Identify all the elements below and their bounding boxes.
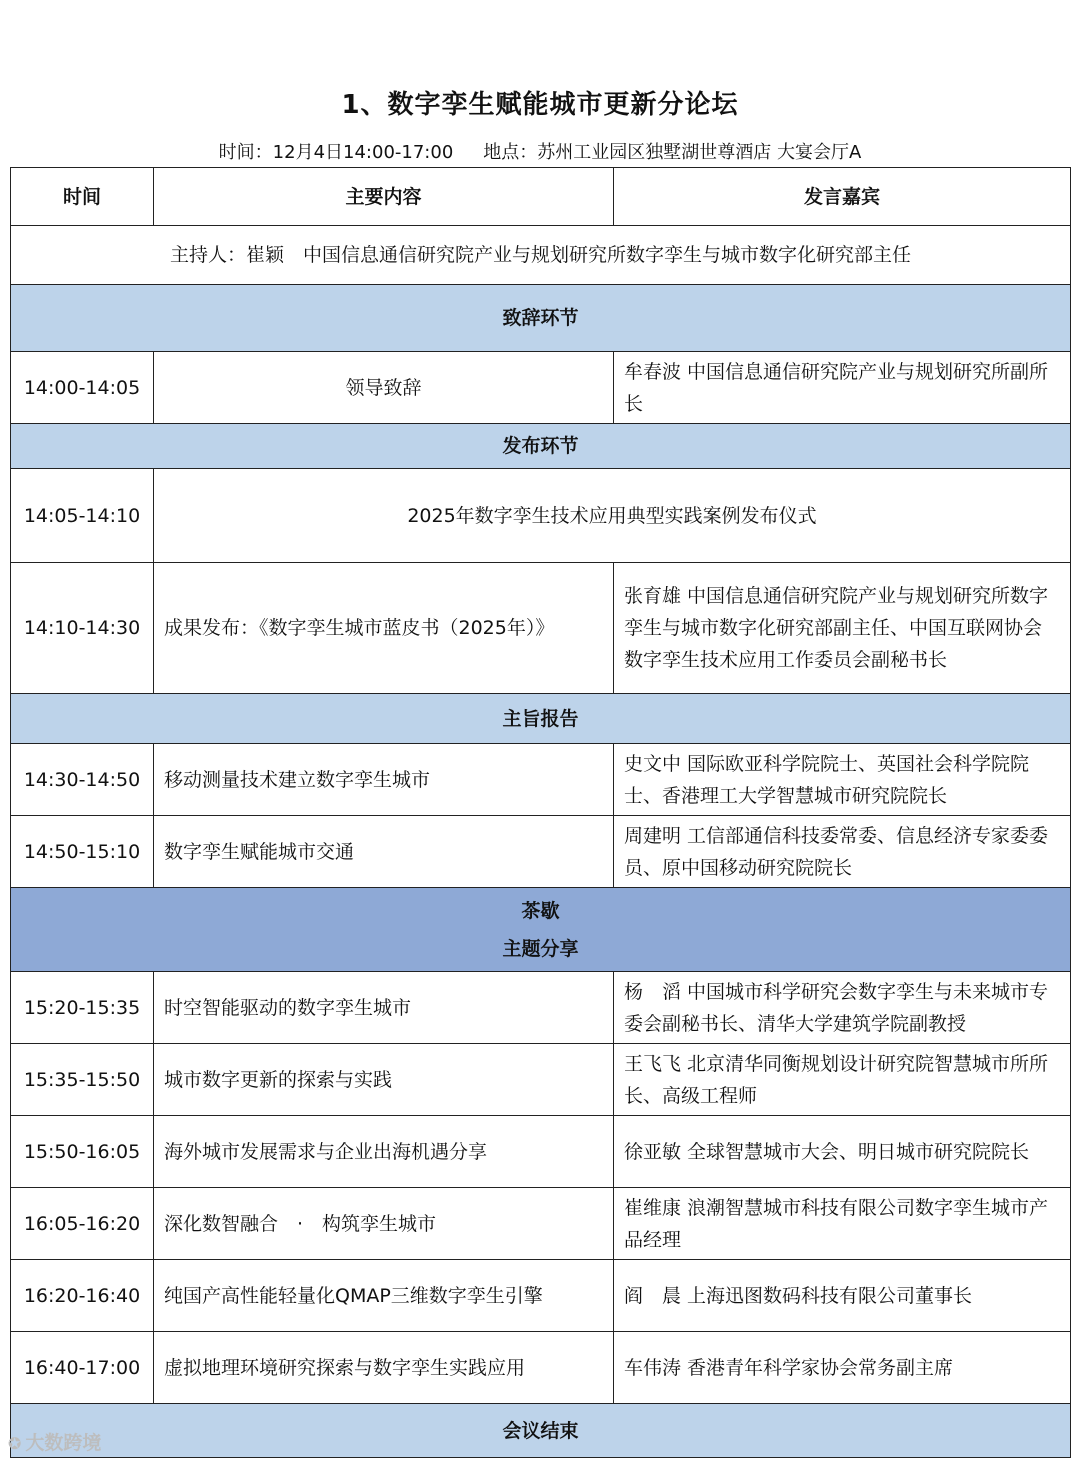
row-time: 14:10-14:30 [11, 563, 154, 694]
watermark-text: 大数跨境 [25, 1432, 102, 1454]
row-speaker: 徐亚敏 全球智慧城市大会、明日城市研究院院长 [614, 1116, 1071, 1188]
agenda-table [10, 167, 1071, 1458]
table-row [11, 816, 1071, 888]
row-content: 移动测量技术建立数字孪生城市 [154, 744, 614, 816]
section-break-sharing [11, 888, 1071, 972]
section-row [11, 694, 1071, 744]
row-time: 14:50-15:10 [11, 816, 154, 888]
row-speaker: 王飞飞 北京清华同衡规划设计研究院智慧城市所所长、高级工程师 [614, 1044, 1071, 1116]
header-row [11, 168, 1071, 226]
row-speaker: 崔维康 浪潮智慧城市科技有限公司数字孪生城市产品经理 [614, 1188, 1071, 1260]
table-row [11, 744, 1071, 816]
section-row [11, 285, 1071, 352]
watermark-logo-icon: ✪ [8, 1434, 22, 1453]
section-opening: 致辞环节 [11, 285, 1071, 352]
row-time: 15:20-15:35 [11, 972, 154, 1044]
column-header-time: 时间 [11, 168, 154, 226]
page-title: 1、数字孪生赋能城市更新分论坛 [341, 90, 739, 120]
row-content: 成果发布：《数字孪生城市蓝皮书（2025年）》 [154, 563, 614, 694]
row-content: 数字孪生赋能城市交通 [154, 816, 614, 888]
table-row [11, 972, 1071, 1044]
section-end: 会议结束 [11, 1404, 1071, 1458]
row-content: 2025年数字孪生技术应用典型实践案例发布仪式 [154, 469, 1071, 563]
row-time: 15:50-16:05 [11, 1116, 154, 1188]
event-location: 地点：苏州工业园区独墅湖世尊酒店 大宴会厅A [483, 142, 862, 163]
row-time: 16:40-17:00 [11, 1332, 154, 1404]
section-row [11, 888, 1071, 972]
section-sharing: 主题分享 [502, 937, 579, 960]
column-header-speaker: 发言嘉宾 [614, 168, 1071, 226]
row-time: 15:35-15:50 [11, 1044, 154, 1116]
section-release: 发布环节 [11, 424, 1071, 469]
row-speaker: 张育雄 中国信息通信研究院产业与规划研究所数字孪生与城市数字化研究部副主任、中国互联网协会数字孪生技术应用工作委员会副秘书长 [614, 563, 1071, 694]
row-time: 14:05-14:10 [11, 469, 154, 563]
column-header-content: 主要内容 [154, 168, 614, 226]
row-speaker: 车伟涛 香港青年科学家协会常务副主席 [614, 1332, 1071, 1404]
row-speaker: 史文中 国际欧亚科学院院士、英国社会科学院院士、香港理工大学智慧城市研究院院长 [614, 744, 1071, 816]
row-content: 领导致辞 [154, 352, 614, 424]
section-row [11, 424, 1071, 469]
host-info: 主持人：崔颖 中国信息通信研究院产业与规划研究所数字孪生与城市数字化研究部主任 [11, 226, 1071, 285]
row-content: 虚拟地理环境研究探索与数字孪生实践应用 [154, 1332, 614, 1404]
row-speaker: 牟春波 中国信息通信研究院产业与规划研究所副所长 [614, 352, 1071, 424]
table-row [11, 1188, 1071, 1260]
table-row [11, 469, 1071, 563]
row-content: 纯国产高性能轻量化QMAP三维数字孪生引擎 [154, 1260, 614, 1332]
table-row [11, 1260, 1071, 1332]
row-content: 海外城市发展需求与企业出海机遇分享 [154, 1116, 614, 1188]
table-row [11, 1332, 1071, 1404]
event-info [0, 138, 1080, 164]
row-speaker: 阎 晨 上海迅图数码科技有限公司董事长 [614, 1260, 1071, 1332]
host-row [11, 226, 1071, 285]
row-time: 14:30-14:50 [11, 744, 154, 816]
table-row [11, 1044, 1071, 1116]
table-row [11, 352, 1071, 424]
section-row [11, 1404, 1071, 1458]
row-time: 16:20-16:40 [11, 1260, 154, 1332]
row-speaker: 周建明 工信部通信科技委常委、信息经济专家委委员、原中国移动研究院院长 [614, 816, 1071, 888]
row-time: 14:00-14:05 [11, 352, 154, 424]
row-content: 城市数字更新的探索与实践 [154, 1044, 614, 1116]
row-content: 时空智能驱动的数字孪生城市 [154, 972, 614, 1044]
section-keynote: 主旨报告 [11, 694, 1071, 744]
row-time: 16:05-16:20 [11, 1188, 154, 1260]
watermark [8, 1428, 101, 1455]
row-content: 深化数智融合 · 构筑孪生城市 [154, 1188, 614, 1260]
event-time: 时间：12月4日14:00-17:00 [218, 142, 454, 163]
table-row [11, 563, 1071, 694]
section-break: 茶歇 [521, 899, 560, 922]
table-row [11, 1116, 1071, 1188]
row-speaker: 杨 滔 中国城市科学研究会数字孪生与未来城市专委会副秘书长、清华大学建筑学院副教授 [614, 972, 1071, 1044]
